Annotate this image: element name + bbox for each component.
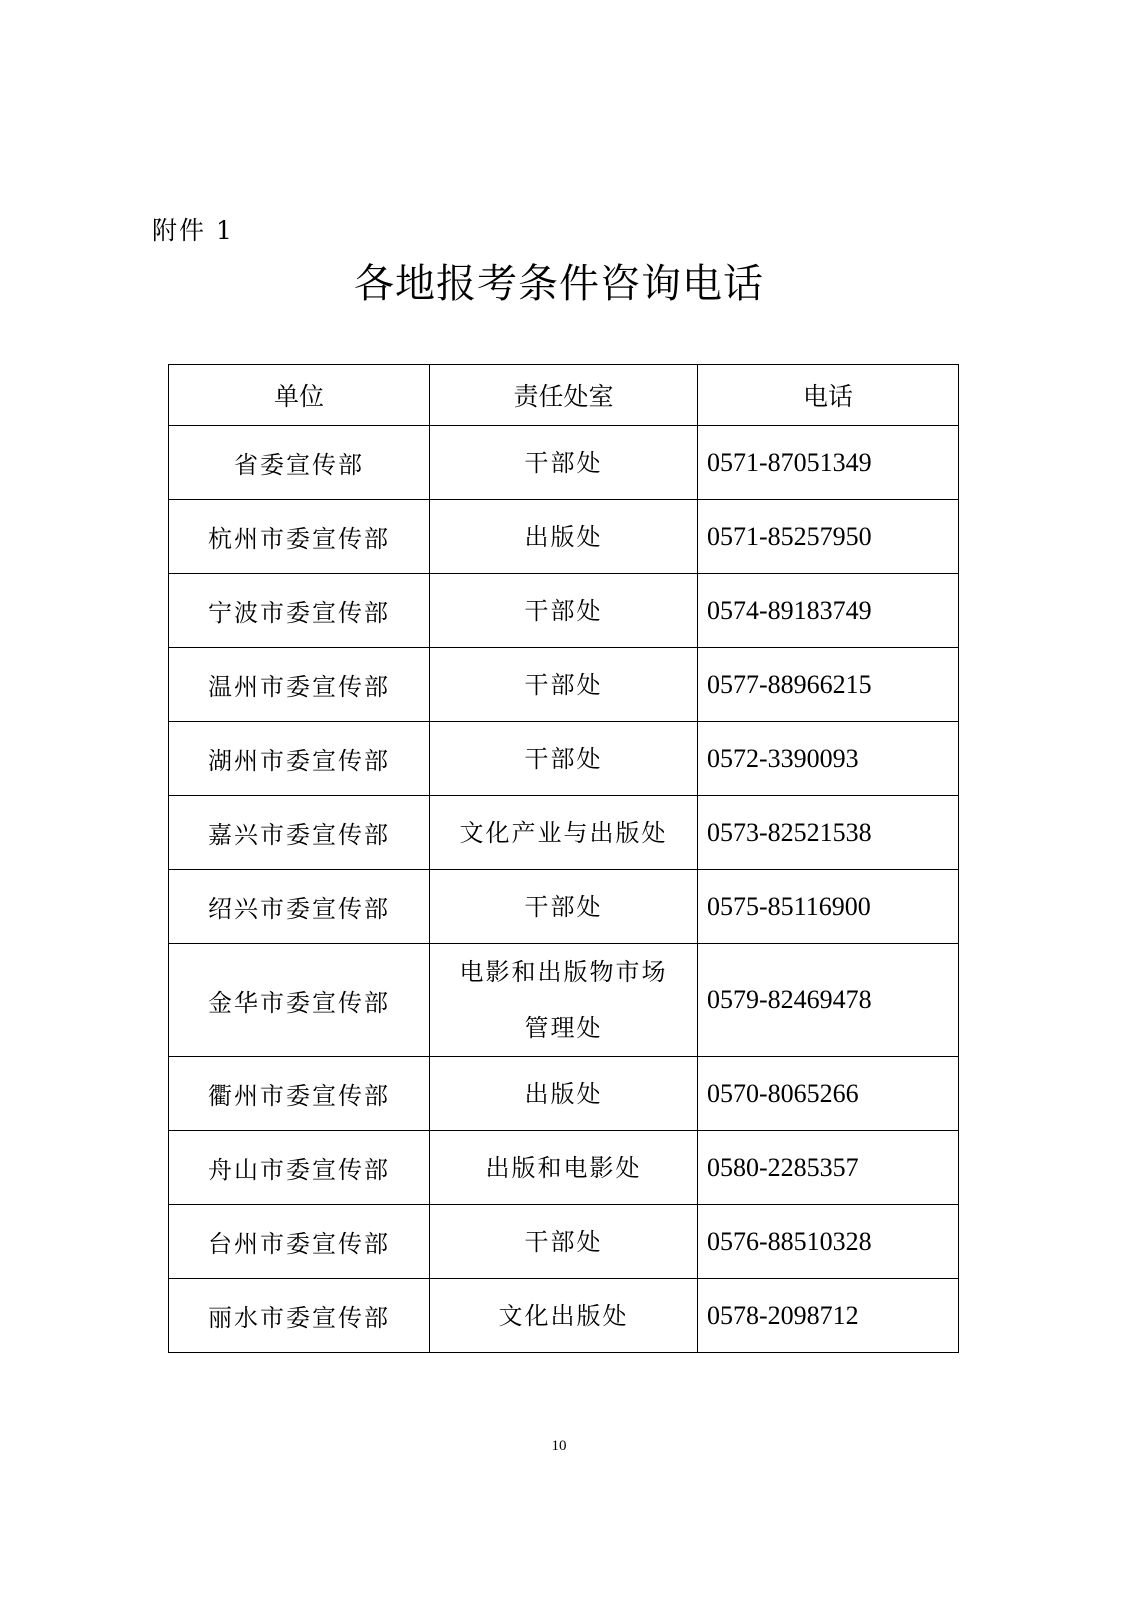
unit-cell: 杭州市委宣传部 bbox=[169, 500, 430, 574]
office-cell: 干部处 bbox=[430, 870, 698, 944]
office-cell: 干部处 bbox=[430, 648, 698, 722]
table-row bbox=[169, 500, 959, 574]
header-unit: 单位 bbox=[169, 365, 430, 426]
office-cell bbox=[430, 944, 698, 1057]
attachment-label: 附件 1 bbox=[152, 216, 234, 245]
unit-cell: 嘉兴市委宣传部 bbox=[169, 796, 430, 870]
phone-cell: 0579-82469478 bbox=[698, 944, 959, 1057]
phone-cell: 0578-2098712 bbox=[698, 1279, 959, 1353]
table-row bbox=[169, 574, 959, 648]
phone-cell: 0575-85116900 bbox=[698, 870, 959, 944]
table-row bbox=[169, 944, 959, 1057]
office-cell: 出版处 bbox=[430, 500, 698, 574]
office-cell: 文化出版处 bbox=[430, 1279, 698, 1353]
office-cell: 文化产业与出版处 bbox=[430, 796, 698, 870]
unit-cell: 湖州市委宣传部 bbox=[169, 722, 430, 796]
phone-cell: 0577-88966215 bbox=[698, 648, 959, 722]
table-row bbox=[169, 796, 959, 870]
unit-cell: 衢州市委宣传部 bbox=[169, 1057, 430, 1131]
table-row bbox=[169, 1279, 959, 1353]
table-row bbox=[169, 426, 959, 500]
office-cell: 出版和电影处 bbox=[430, 1131, 698, 1205]
table-row bbox=[169, 870, 959, 944]
unit-cell: 省委宣传部 bbox=[169, 426, 430, 500]
phone-cell: 0571-87051349 bbox=[698, 426, 959, 500]
office-cell: 干部处 bbox=[430, 722, 698, 796]
table-row bbox=[169, 648, 959, 722]
phone-cell: 0573-82521538 bbox=[698, 796, 959, 870]
office-text: 电影和出版物市场管理处 bbox=[459, 958, 668, 1042]
office-cell: 干部处 bbox=[430, 426, 698, 500]
unit-cell: 舟山市委宣传部 bbox=[169, 1131, 430, 1205]
office-cell: 出版处 bbox=[430, 1057, 698, 1131]
unit-cell: 金华市委宣传部 bbox=[169, 944, 430, 1057]
office-cell: 干部处 bbox=[430, 1205, 698, 1279]
unit-cell: 宁波市委宣传部 bbox=[169, 574, 430, 648]
unit-cell: 绍兴市委宣传部 bbox=[169, 870, 430, 944]
contact-table bbox=[168, 364, 959, 1353]
phone-cell: 0576-88510328 bbox=[698, 1205, 959, 1279]
unit-cell: 温州市委宣传部 bbox=[169, 648, 430, 722]
table-row bbox=[169, 1057, 959, 1131]
header-office: 责任处室 bbox=[430, 365, 698, 426]
table-row bbox=[169, 1131, 959, 1205]
unit-cell: 台州市委宣传部 bbox=[169, 1205, 430, 1279]
page-number: 10 bbox=[551, 1438, 567, 1454]
unit-cell: 丽水市委宣传部 bbox=[169, 1279, 430, 1353]
phone-cell: 0570-8065266 bbox=[698, 1057, 959, 1131]
office-cell: 干部处 bbox=[430, 574, 698, 648]
phone-cell: 0580-2285357 bbox=[698, 1131, 959, 1205]
header-phone: 电话 bbox=[698, 365, 959, 426]
phone-cell: 0572-3390093 bbox=[698, 722, 959, 796]
phone-cell: 0571-85257950 bbox=[698, 500, 959, 574]
page-title: 各地报考条件咨询电话 bbox=[354, 261, 764, 307]
table-header-row bbox=[169, 365, 959, 426]
table-row bbox=[169, 722, 959, 796]
table-row bbox=[169, 1205, 959, 1279]
phone-cell: 0574-89183749 bbox=[698, 574, 959, 648]
